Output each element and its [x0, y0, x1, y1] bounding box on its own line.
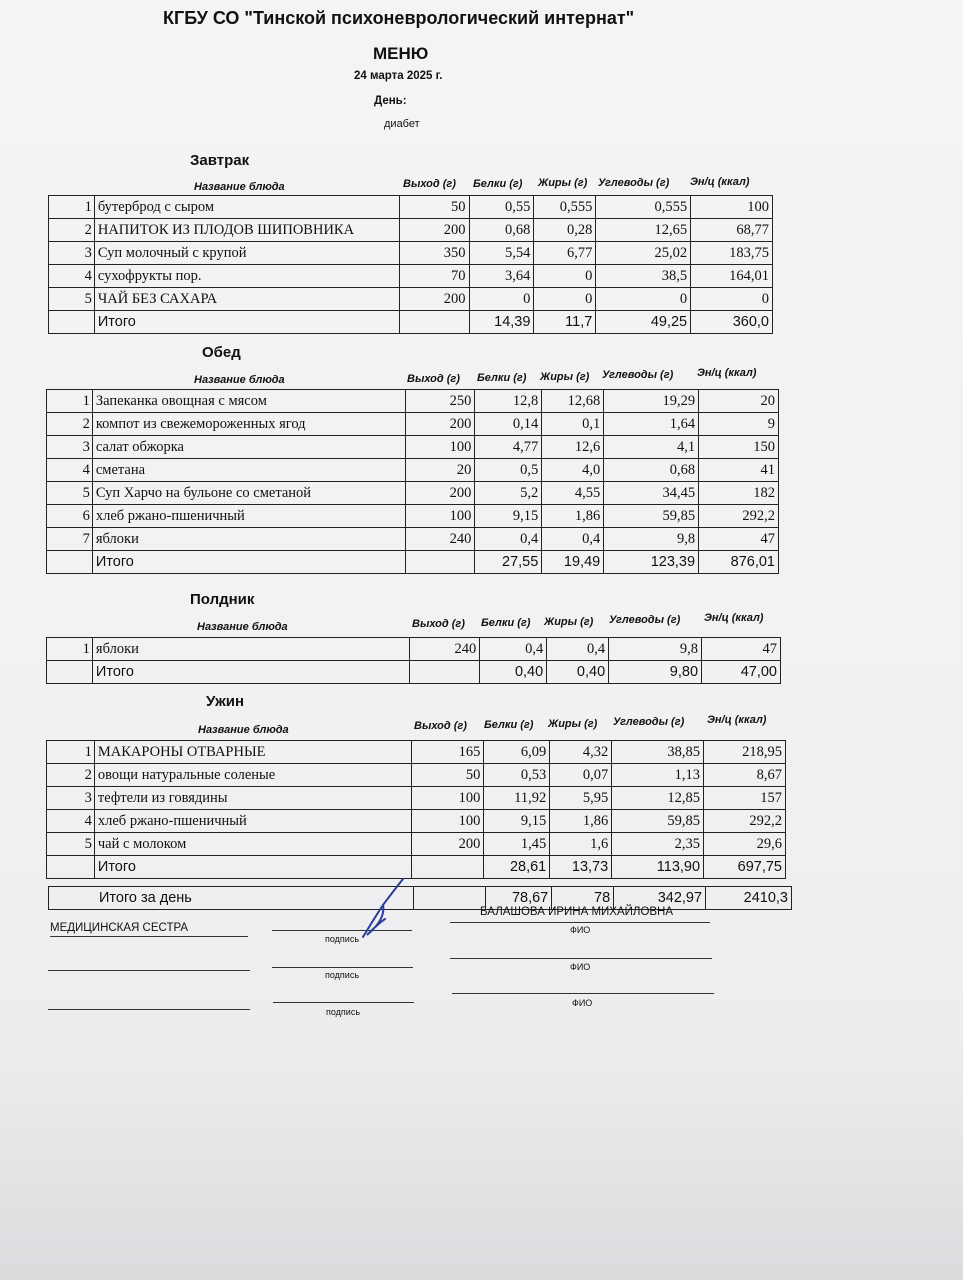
total-energy: 360,0 [691, 311, 773, 334]
dish-fat: 4,55 [542, 482, 604, 505]
col-header-name: Название блюда [194, 374, 285, 386]
dish-output: 200 [399, 288, 469, 311]
dish-energy: 20 [699, 390, 779, 413]
dish-output: 70 [399, 265, 469, 288]
table-row [49, 288, 773, 311]
dish-energy: 292,2 [699, 505, 779, 528]
dish-fat: 0,1 [542, 413, 604, 436]
dish-protein: 9,15 [484, 810, 550, 833]
dish-output: 200 [405, 413, 475, 436]
dish-energy: 218,95 [704, 741, 786, 764]
dish-output: 200 [412, 833, 484, 856]
dish-energy: 183,75 [691, 242, 773, 265]
fio-caption: ФИО [570, 925, 591, 935]
day-total-fat: 78 [552, 887, 614, 910]
lunch-title: Обед [202, 344, 241, 361]
dish-name: яблоки [92, 638, 409, 661]
role-line-2 [48, 970, 250, 971]
row-number: 5 [49, 288, 95, 311]
dish-name: Запеканка овощная с мясом [92, 390, 405, 413]
day-total-row [49, 887, 792, 910]
dish-fat: 1,86 [550, 810, 612, 833]
table-row [47, 505, 779, 528]
dish-protein: 0,55 [469, 196, 534, 219]
table-row [47, 436, 779, 459]
dish-carbs: 0 [596, 288, 691, 311]
empty-cell [410, 661, 480, 684]
dish-fat: 0,28 [534, 219, 596, 242]
dish-carbs: 59,85 [612, 810, 704, 833]
dish-protein: 1,45 [484, 833, 550, 856]
total-label: Итого [94, 311, 399, 334]
dish-fat: 6,77 [534, 242, 596, 265]
dish-carbs: 1,64 [604, 413, 699, 436]
dish-protein: 11,92 [484, 787, 550, 810]
lunch-table [46, 389, 779, 574]
col-header-carbs: Углеводы (г) [602, 369, 674, 381]
dish-carbs: 1,13 [612, 764, 704, 787]
signature-caption: подпись [325, 934, 360, 944]
col-header-name: Название блюда [198, 724, 289, 736]
table-row [47, 459, 779, 482]
role-line-3 [48, 1009, 250, 1010]
table-row [49, 265, 773, 288]
table-row [47, 810, 786, 833]
row-number: 3 [47, 436, 93, 459]
dish-name: овощи натуральные соленые [94, 764, 412, 787]
total-protein: 14,39 [469, 311, 534, 334]
breakfast-title: Завтрак [190, 152, 250, 169]
empty-cell [405, 551, 475, 574]
row-number: 6 [47, 505, 93, 528]
signature-caption: подпись [325, 970, 360, 980]
total-protein: 28,61 [484, 856, 550, 879]
col-header-name: Название блюда [197, 621, 288, 633]
dish-output: 200 [399, 219, 469, 242]
total-label: Итого [94, 856, 412, 879]
dish-carbs: 38,5 [596, 265, 691, 288]
dish-carbs: 25,02 [596, 242, 691, 265]
signature-line-3 [273, 1002, 414, 1003]
dish-output: 20 [405, 459, 475, 482]
row-number: 2 [47, 764, 95, 787]
dish-output: 350 [399, 242, 469, 265]
dish-name: НАПИТОК ИЗ ПЛОДОВ ШИПОВНИКА [94, 219, 399, 242]
dish-protein: 0,4 [475, 528, 542, 551]
dish-carbs: 0,68 [604, 459, 699, 482]
row-number: 1 [47, 390, 93, 413]
table-row [47, 390, 779, 413]
total-fat: 11,7 [534, 311, 596, 334]
dish-protein: 0,53 [484, 764, 550, 787]
dish-name: МАКАРОНЫ ОТВАРНЫЕ [94, 741, 412, 764]
col-header-protein: Белки (г) [477, 372, 527, 384]
total-fat: 0,40 [547, 661, 609, 684]
dish-energy: 157 [704, 787, 786, 810]
dish-name: компот из свежемороженных ягод [92, 413, 405, 436]
total-energy: 876,01 [699, 551, 779, 574]
col-header-energy: Эн/ц (ккал) [697, 367, 757, 379]
row-number: 3 [47, 787, 95, 810]
table-row [49, 242, 773, 265]
dish-protein: 0,4 [480, 638, 547, 661]
dish-protein: 0 [469, 288, 534, 311]
dish-carbs: 38,85 [612, 741, 704, 764]
dish-fat: 1,86 [542, 505, 604, 528]
col-header-protein: Белки (г) [481, 617, 531, 629]
row-number: 1 [49, 196, 95, 219]
total-row [47, 551, 779, 574]
total-carbs: 113,90 [612, 856, 704, 879]
col-header-output: Выход (г) [414, 720, 467, 732]
dish-name: сухофрукты пор. [94, 265, 399, 288]
dish-carbs: 59,85 [604, 505, 699, 528]
day-total-protein: 78,67 [486, 887, 552, 910]
day-total-energy: 2410,3 [706, 887, 792, 910]
dish-energy: 150 [699, 436, 779, 459]
diet-label: диабет [384, 118, 420, 130]
fio-line-1 [450, 922, 710, 923]
snack-title: Полдник [190, 591, 255, 608]
dish-fat: 4,0 [542, 459, 604, 482]
dish-energy: 29,6 [704, 833, 786, 856]
col-header-fat: Жиры (г) [544, 616, 594, 628]
dish-carbs: 9,8 [604, 528, 699, 551]
empty-cell [414, 887, 486, 910]
dish-energy: 0 [691, 288, 773, 311]
dish-name: салат обжорка [92, 436, 405, 459]
col-header-fat: Жиры (г) [538, 177, 588, 189]
organization-title: КГБУ СО "Тинской психоневрологический интернат" [163, 8, 635, 28]
dish-protein: 12,8 [475, 390, 542, 413]
snack-table [46, 637, 781, 684]
row-number: 4 [47, 810, 95, 833]
dish-energy: 47 [702, 638, 781, 661]
total-fat: 13,73 [550, 856, 612, 879]
nurse-name: БАЛАШОВА ИРИНА МИХАЙЛОВНА [480, 906, 674, 918]
row-number: 4 [49, 265, 95, 288]
table-row [47, 638, 781, 661]
col-header-protein: Белки (г) [484, 719, 534, 731]
total-carbs: 123,39 [604, 551, 699, 574]
dish-output: 250 [405, 390, 475, 413]
dish-protein: 5,2 [475, 482, 542, 505]
table-row [47, 482, 779, 505]
dish-carbs: 4,1 [604, 436, 699, 459]
table-row [47, 787, 786, 810]
dish-name: бутерброд с сыром [94, 196, 399, 219]
day-total-carbs: 342,97 [614, 887, 706, 910]
dish-output: 100 [412, 810, 484, 833]
dish-protein: 0,5 [475, 459, 542, 482]
dish-name: Суп Харчо на бульоне со сметаной [92, 482, 405, 505]
day-label: День: [374, 95, 407, 107]
row-number: 1 [47, 741, 95, 764]
row-number: 5 [47, 482, 93, 505]
dish-fat: 5,95 [550, 787, 612, 810]
empty-cell [47, 551, 93, 574]
col-header-output: Выход (г) [403, 178, 456, 190]
nurse-role: МЕДИЦИНСКАЯ СЕСТРА [50, 922, 189, 934]
total-protein: 0,40 [480, 661, 547, 684]
dish-fat: 0 [534, 288, 596, 311]
dish-energy: 68,77 [691, 219, 773, 242]
dish-energy: 41 [699, 459, 779, 482]
dish-output: 240 [410, 638, 480, 661]
dish-protein: 9,15 [475, 505, 542, 528]
menu-date: 24 марта 2025 г. [354, 70, 443, 82]
dish-name: Суп молочный с крупой [94, 242, 399, 265]
dish-protein: 0,68 [469, 219, 534, 242]
col-header-carbs: Углеводы (г) [598, 177, 670, 189]
dish-fat: 0 [534, 265, 596, 288]
dish-fat: 4,32 [550, 741, 612, 764]
total-row [49, 311, 773, 334]
col-header-carbs: Углеводы (г) [613, 716, 685, 728]
dish-fat: 0,4 [547, 638, 609, 661]
dish-output: 240 [405, 528, 475, 551]
paper-shadow [0, 1060, 963, 1280]
dish-energy: 9 [699, 413, 779, 436]
dish-energy: 47 [699, 528, 779, 551]
dish-fat: 0,555 [534, 196, 596, 219]
col-header-fat: Жиры (г) [540, 371, 590, 383]
row-number: 1 [47, 638, 93, 661]
dish-name: тефтели из говядины [94, 787, 412, 810]
dish-fat: 0,4 [542, 528, 604, 551]
dish-output: 50 [412, 764, 484, 787]
dish-carbs: 12,85 [612, 787, 704, 810]
dish-protein: 6,09 [484, 741, 550, 764]
dish-name: хлеб ржано-пшеничный [92, 505, 405, 528]
empty-cell [49, 311, 95, 334]
dish-output: 100 [405, 505, 475, 528]
row-number: 5 [47, 833, 95, 856]
handwritten-signature [355, 875, 415, 945]
table-row [47, 833, 786, 856]
dish-protein: 4,77 [475, 436, 542, 459]
row-number: 7 [47, 528, 93, 551]
table-row [47, 741, 786, 764]
table-row [49, 196, 773, 219]
dish-energy: 182 [699, 482, 779, 505]
dish-carbs: 9,8 [609, 638, 702, 661]
col-header-carbs: Углеводы (г) [609, 614, 681, 626]
dish-fat: 12,6 [542, 436, 604, 459]
dish-carbs: 0,555 [596, 196, 691, 219]
dish-fat: 12,68 [542, 390, 604, 413]
total-row [47, 856, 786, 879]
dish-name: яблоки [92, 528, 405, 551]
dish-output: 50 [399, 196, 469, 219]
dish-energy: 8,67 [704, 764, 786, 787]
dish-protein: 3,64 [469, 265, 534, 288]
row-number: 4 [47, 459, 93, 482]
total-energy: 697,75 [704, 856, 786, 879]
dish-energy: 292,2 [704, 810, 786, 833]
total-energy: 47,00 [702, 661, 781, 684]
fio-caption: ФИО [572, 998, 593, 1008]
dish-energy: 164,01 [691, 265, 773, 288]
dish-output: 100 [412, 787, 484, 810]
dish-carbs: 34,45 [604, 482, 699, 505]
dish-name: сметана [92, 459, 405, 482]
total-fat: 19,49 [542, 551, 604, 574]
role-line-1 [50, 936, 248, 937]
dish-name: ЧАЙ БЕЗ САХАРА [94, 288, 399, 311]
col-header-output: Выход (г) [407, 373, 460, 385]
total-label: Итого [92, 661, 409, 684]
dish-output: 100 [405, 436, 475, 459]
day-total-label: Итого за день [49, 887, 414, 910]
total-row [47, 661, 781, 684]
empty-cell [47, 661, 93, 684]
dish-name: чай с молоком [94, 833, 412, 856]
menu-title: МЕНЮ [373, 44, 429, 63]
col-header-fat: Жиры (г) [548, 718, 598, 730]
fio-line-3 [452, 993, 714, 994]
fio-caption: ФИО [570, 962, 591, 972]
dish-carbs: 12,65 [596, 219, 691, 242]
dish-carbs: 2,35 [612, 833, 704, 856]
dish-fat: 1,6 [550, 833, 612, 856]
dish-energy: 100 [691, 196, 773, 219]
table-row [49, 219, 773, 242]
dish-output: 200 [405, 482, 475, 505]
table-row [47, 764, 786, 787]
total-protein: 27,55 [475, 551, 542, 574]
dish-carbs: 19,29 [604, 390, 699, 413]
col-header-energy: Эн/ц (ккал) [707, 714, 767, 726]
row-number: 3 [49, 242, 95, 265]
dinner-table [46, 740, 786, 879]
col-header-protein: Белки (г) [473, 178, 523, 190]
col-header-name: Название блюда [194, 181, 285, 193]
dinner-title: Ужин [206, 693, 245, 710]
dish-fat: 0,07 [550, 764, 612, 787]
table-row [47, 413, 779, 436]
total-carbs: 9,80 [609, 661, 702, 684]
dish-protein: 5,54 [469, 242, 534, 265]
total-label: Итого [92, 551, 405, 574]
dish-name: хлеб ржано-пшеничный [94, 810, 412, 833]
col-header-energy: Эн/ц (ккал) [690, 176, 750, 188]
empty-cell [412, 856, 484, 879]
table-row [47, 528, 779, 551]
dish-protein: 0,14 [475, 413, 542, 436]
empty-cell [47, 856, 95, 879]
empty-cell [399, 311, 469, 334]
signature-caption: подпись [326, 1007, 361, 1017]
day-total-table [48, 886, 792, 910]
total-carbs: 49,25 [596, 311, 691, 334]
col-header-energy: Эн/ц (ккал) [704, 612, 764, 624]
col-header-output: Выход (г) [412, 618, 465, 630]
breakfast-table [48, 195, 773, 334]
row-number: 2 [47, 413, 93, 436]
dish-output: 165 [412, 741, 484, 764]
fio-line-2 [450, 958, 712, 959]
signature-line-2 [272, 967, 413, 968]
row-number: 2 [49, 219, 95, 242]
